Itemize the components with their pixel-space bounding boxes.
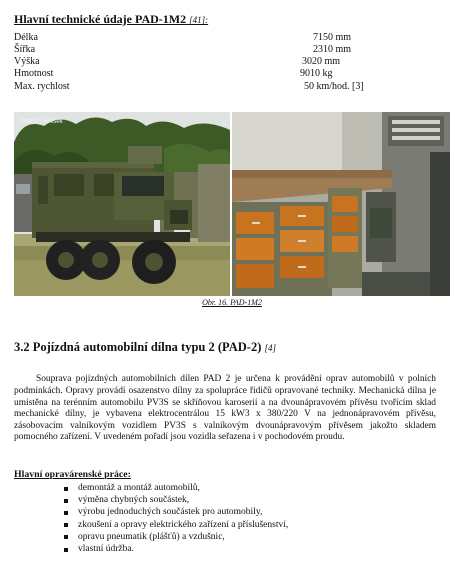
list-item: vlastní údržba. — [62, 543, 288, 555]
photo-watermark: ©Martin Smíšek — [20, 119, 63, 125]
spec-heading-text: Hlavní technické údaje PAD-1M2 — [14, 12, 187, 26]
list-item: opravu pneumatik (plášťů) a vzdušnic, — [62, 531, 288, 543]
spec-label-weight: Hmotnost — [14, 68, 54, 79]
truck-photo — [14, 112, 230, 296]
tasks-heading: Hlavní opravárenské práce: — [14, 469, 131, 480]
spec-heading — [14, 12, 208, 27]
list-item: demontáž a montáž automobilů, — [62, 482, 288, 494]
tasks-list — [62, 482, 288, 555]
spec-value-length: 7150 mm — [313, 32, 352, 43]
section-title — [14, 340, 276, 355]
spec-value-width: 2310 mm — [313, 44, 352, 55]
section-title-text: 3.2 Pojízdná automobilní dílna typu 2 (PAD-2) — [14, 340, 262, 354]
list-item: výrobu jednoduchých součástek pro automobily, — [62, 506, 288, 518]
section-paragraph: Souprava pojízdných automobilních dílen PAD 2 je určena k provádění oprav automobilů v polních podmínkách. Opravy provádí osazenstvo dílny za spolupráce řidičů opravované techniky. Mechanická dílna je umístěna na terénním automobilu PV3S se skříňovou karoserií a na dvounápravovém přívěsu tvořícím sklad mechanické dílny, je vybavena elektrocentrálou 15 kW3 x 380/220 V na jednonápravovém přívěsu, zásobovacím valníkovým vozidlem PV3S s valníkovým dvounápravovým přívěsem jakožto skladem pomocného zařízení. V uvedeném pořadí jsou vozidla seřazena i v pochodovém proudu. — [14, 374, 436, 443]
spec-label-max-speed: Max. rychlost — [14, 81, 70, 92]
spec-label-length: Délka — [14, 32, 38, 43]
spec-value-weight: 9010 kg — [300, 68, 333, 79]
spec-value-height: 3020 mm — [302, 56, 341, 67]
spec-heading-ref: [41]: — [189, 15, 209, 25]
spec-value-max-speed: 50 km/hod. [3] — [304, 81, 364, 92]
workshop-interior-photo — [232, 112, 450, 296]
list-item: zkoušení a opravy elektrického zařízení a příslušenství, — [62, 519, 288, 531]
spec-label-width: Šířka — [14, 44, 36, 55]
figure-caption-text: Obr. 16. PAD-1M2 — [202, 298, 262, 307]
section-title-ref: [4] — [264, 343, 277, 353]
spec-label-height: Výška — [14, 56, 40, 67]
figure-caption — [0, 298, 464, 307]
list-item: výměna chybných součástek, — [62, 494, 288, 506]
